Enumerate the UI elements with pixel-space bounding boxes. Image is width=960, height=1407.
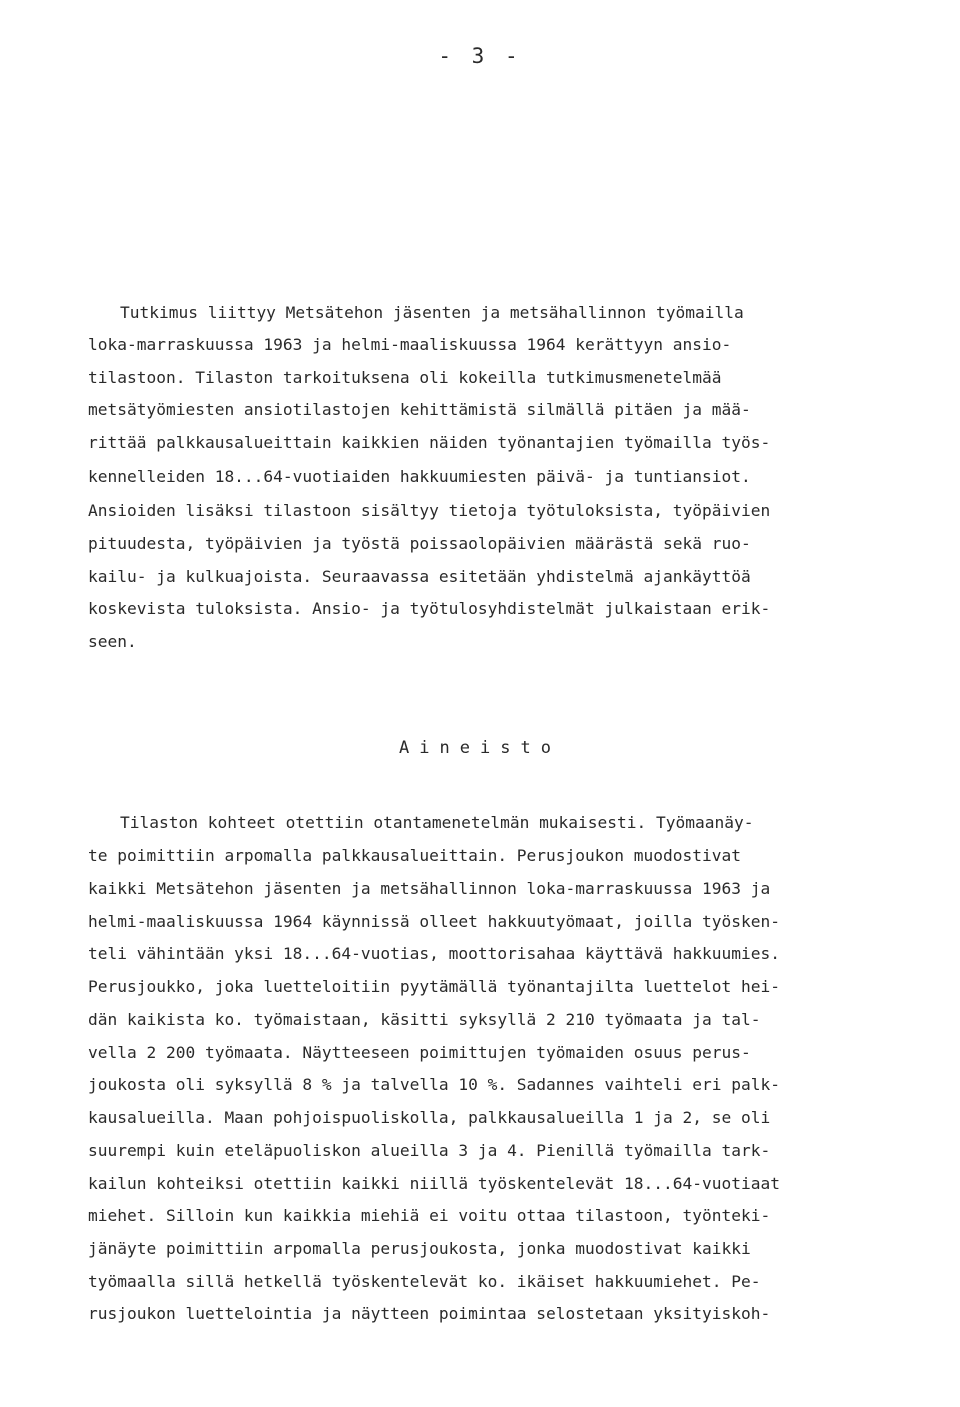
text-line: dän kaikista ko. työmaistaan, käsitti syksyllä 2 210 työmaata ja tal- <box>88 1010 761 1029</box>
text-line: suurempi kuin eteläpuoliskon alueilla 3 ja 4. Pienillä työmailla tark- <box>88 1141 771 1160</box>
text-line: te poimittiin arpomalla palkkausalueittain. Perusjoukon muodostivat <box>88 846 741 865</box>
text-line: rusjoukon luettelointia ja näytteen poimintaa selostetaan yksityiskoh- <box>88 1304 771 1323</box>
text-line: rittää palkkausalueittain kaikkien näiden työnantajien työmailla työs- <box>88 433 771 452</box>
text-line: joukosta oli syksyllä 8 % ja talvella 10 %. Sadannes vaihteli eri palk- <box>88 1075 780 1094</box>
text-line: koskevista tuloksista. Ansio- ja työtulosyhdistelmät julkaistaan erik- <box>88 599 771 618</box>
text-line: tilastoon. Tilaston tarkoituksena oli kokeilla tutkimusmenetelmää <box>88 368 722 387</box>
text-line: kailu- ja kulkuajoista. Seuraavassa esitetään yhdistelmä ajankäyttöä <box>88 567 751 586</box>
text-line: jänäyte poimittiin arpomalla perusjoukosta, jonka muodostivat kaikki <box>88 1239 751 1258</box>
text-line: Perusjoukko, joka luetteloitiin pyytämällä työnantajilta luettelot hei- <box>88 977 780 996</box>
page-number: - 3 - <box>438 44 522 68</box>
text-line: kaikki Metsätehon jäsenten ja metsähallinnon loka-marraskuussa 1963 ja <box>88 879 771 898</box>
text-line: kausalueilla. Maan pohjoispuoliskolla, palkkausalueilla 1 ja 2, se oli <box>88 1108 771 1127</box>
text-line: kailun kohteiksi otettiin kaikki niillä työskentelevät 18...64-vuotiaat <box>88 1174 780 1193</box>
section-heading-aineisto: Aineisto <box>399 738 561 758</box>
text-line: pituudesta, työpäivien ja työstä poissaolopäivien määrästä sekä ruo- <box>88 534 751 553</box>
text-line: miehet. Silloin kun kaikkia miehiä ei voitu ottaa tilastoon, työnteki- <box>88 1206 771 1225</box>
text-line: työmaalla sillä hetkellä työskentelevät ko. ikäiset hakkuumiehet. Pe- <box>88 1272 761 1291</box>
text-line: Tutkimus liittyy Metsätehon jäsenten ja metsähallinnon työmailla <box>120 303 744 322</box>
text-line: helmi-maaliskuussa 1964 käynnissä olleet hakkuutyömaat, joilla työsken- <box>88 912 780 931</box>
text-line: seen. <box>88 632 137 651</box>
text-line: kennelleiden 18...64-vuotiaiden hakkuumiesten päivä- ja tuntiansiot. <box>88 467 751 486</box>
text-line: vella 2 200 työmaata. Näytteeseen poimittujen työmaiden osuus perus- <box>88 1043 751 1062</box>
text-line: metsätyömiesten ansiotilastojen kehittämistä silmällä pitäen ja mää- <box>88 400 751 419</box>
text-line: loka-marraskuussa 1963 ja helmi-maaliskuussa 1964 kerättyyn ansio- <box>88 335 732 354</box>
text-line: Tilaston kohteet otettiin otantamenetelmän mukaisesti. Työmaanäy- <box>120 813 754 832</box>
text-line: teli vähintään yksi 18...64-vuotias, moottorisahaa käyttävä hakkuumies. <box>88 944 780 963</box>
text-line: Ansioiden lisäksi tilastoon sisältyy tietoja työtuloksista, työpäivien <box>88 501 771 520</box>
